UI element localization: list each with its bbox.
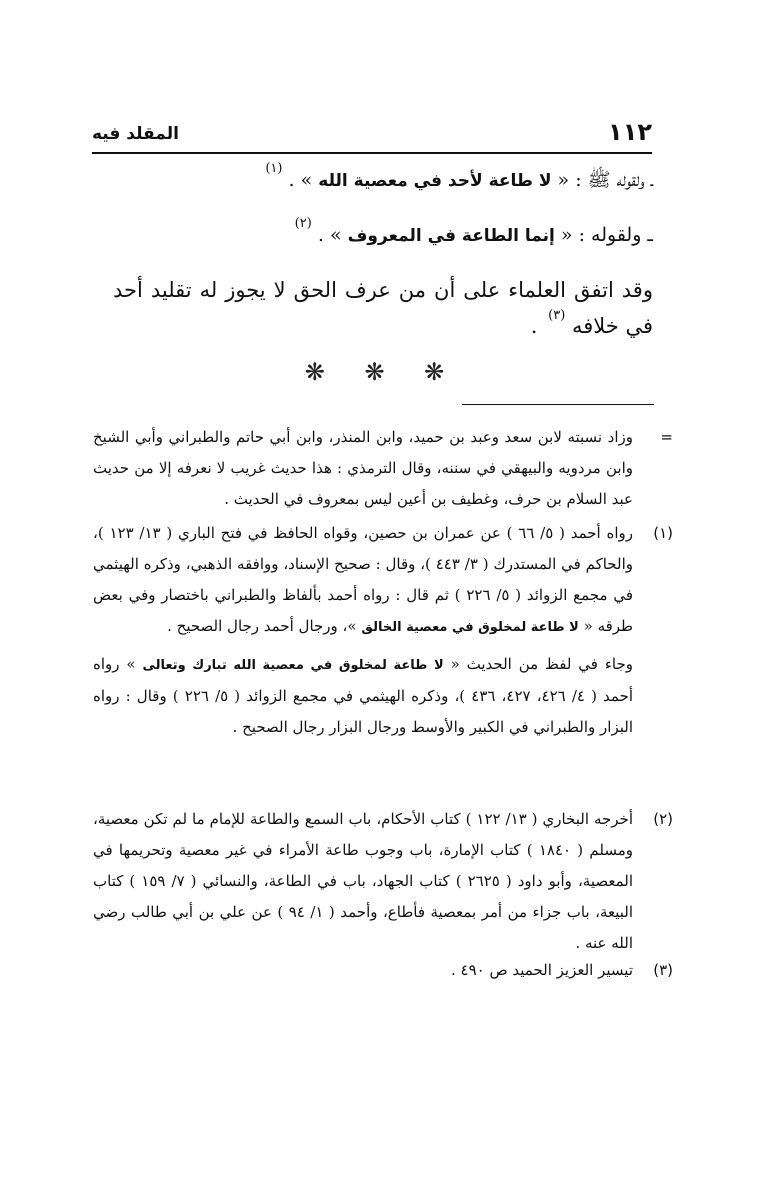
footnote-ref: (٣) — [548, 308, 566, 323]
footnote-text: وجاء في لفظ من الحديث « — [450, 655, 633, 673]
quote-prefix: ـ ولقوله ﷺ : « — [557, 169, 653, 191]
footnote-3 — [93, 955, 673, 986]
footnote-text: » رواه أحمد ( ٤/ ٤٢٦، ٤٢٧، ٤٣٦ )، وذكره الهيثمي في مجمع الزوائد ( ٥/ ٢٢٦ ) وقال : رواه البزار والطبراني في الكبير والأوسط ورجال البزار رجال الصحيح . — [93, 655, 634, 736]
footnote-text: أخرجه البخاري ( ١٣/ ١٢٢ ) كتاب الأحكام، باب السمع والطاعة للإمام ما لم تكن معصية، ومسلم ( ١٨٤٠ ) كتاب الإمارة، باب وجوب طاعة الأمراء في غير معصية وتحريمها في المعصية، وأبو داود ( ٢٦٢٥ ) كتاب الجهاد، باب في الطاعة، والنسائي ( ٧/ ١٥٩ ) كتاب البيعة، باب جزاء من أمر بمعصية فأطاع، وأحمد ( ١/ ٩٤ ) عن علي بن أبي طالب رضي الله عنه . — [93, 810, 634, 952]
footnote-mark: (٣) — [653, 961, 673, 979]
footnote-paragraph — [93, 518, 633, 643]
footnote-2 — [93, 804, 673, 959]
footnote-paragraph — [93, 649, 633, 743]
footnote-continued — [93, 422, 673, 515]
footnote-mark: = — [660, 428, 673, 446]
footnote-text: »، ورجال أحمد رجال الصحيح . — [167, 617, 357, 635]
quote-line-1 — [261, 161, 653, 196]
quote-line-2 — [291, 216, 653, 246]
quote-text: لا طاعة لأحد في معصية الله — [318, 171, 552, 191]
quote-suffix: » . — [317, 224, 342, 246]
footnote-body — [93, 518, 633, 743]
page-header — [92, 118, 652, 154]
footnote-mark: (١) — [653, 524, 673, 542]
quote-text: إنما الطاعة في المعروف — [347, 226, 555, 246]
section-separator-stars: ❋ ❋ ❋ — [304, 358, 461, 386]
footnote-separator — [462, 404, 654, 405]
page-number: ١١٢ — [608, 118, 652, 146]
footnote-1 — [93, 518, 673, 743]
footnote-ref: (١) — [265, 161, 283, 176]
main-paragraph — [113, 272, 653, 348]
quote-suffix: » . — [288, 169, 313, 191]
footnote-mark: (٢) — [653, 810, 673, 828]
footnote-ref: (٢) — [294, 216, 312, 231]
quote-prefix: ـ ولقوله : « — [560, 224, 653, 246]
footnote-text: رواه أحمد ( ٥/ ٦٦ ) عن عمران بن حصين، وقواه الحافظ في فتح الباري ( ١٣/ ١٢٣ )، والحاكم في المستدرك ( ٣/ ٤٤٣ )، وقال : صحيح الإسناد، ووافقه الذهبي، وذكره الهيثمي في مجمع الزوائد ( ٥/ ٢٢٦ ) ثم قال : رواه أحمد بألفاظ والطبراني باختصار وفي بعض طرقه « — [93, 524, 634, 635]
footnote-text: وزاد نسبته لابن سعد وعبد بن حميد، وابن المنذر، وابن أبي حاتم والطبراني وأبي الشيخ وابن مردويه والبيهقي في سننه، وقال الترمذي : هذا حديث غريب لا نعرفه إلا من حديث عبد السلام بن حرف، وغطيف بن أعين ليس بمعروف في الحديث . — [93, 428, 633, 508]
paragraph-text: وقد اتفق العلماء على أن من عرف الحق لا يجوز له تقليد أحد في خلافه — [113, 278, 653, 338]
paragraph-end: . — [530, 314, 538, 338]
footnote-text: تيسير العزيز الحميد ص ٤٩٠ . — [450, 961, 633, 979]
hadith-text: لا طاعة لمخلوق في معصية الله تبارك وتعالى — [142, 658, 444, 673]
running-title: المقلد فيه — [92, 124, 179, 144]
hadith-text: لا طاعة لمخلوق في معصية الخالق — [361, 620, 579, 635]
